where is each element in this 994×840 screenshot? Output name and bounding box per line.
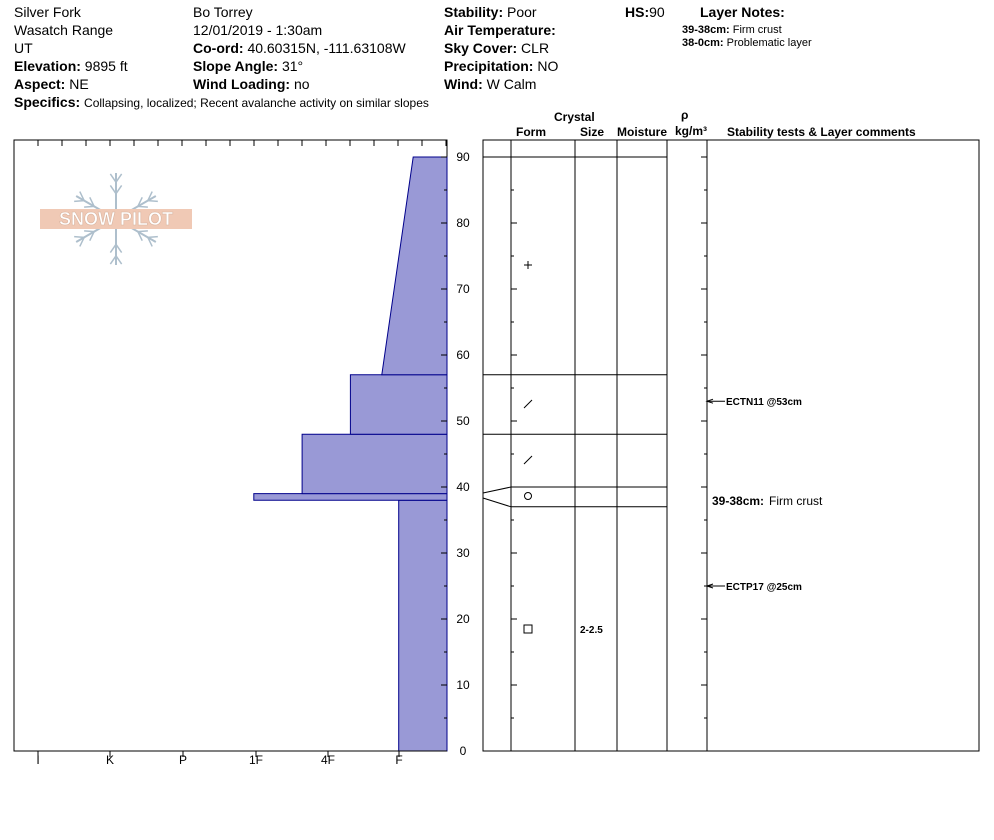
sky-value: CLR (521, 40, 550, 56)
hardness-tick-label: K (105, 753, 115, 767)
observer: Bo Torrey (193, 4, 253, 20)
snowflake-branch (138, 231, 148, 232)
stability-label: Stability: (444, 4, 504, 20)
snowflake-branch (148, 201, 158, 202)
snowflake-branch (74, 201, 84, 202)
hardness-tick-label: P (178, 753, 188, 767)
rho-header: ρ (681, 108, 689, 122)
specifics-label: Specifics: (14, 94, 81, 110)
specifics-value: Collapsing, localized; Recent avalanche activity on similar slopes (84, 96, 429, 110)
layer-comment-range: 39-38cm: (712, 494, 765, 508)
depth-tick-label: 50 (456, 414, 470, 428)
layer-note-2-range: 38-0cm: (682, 37, 724, 49)
slope-label: Slope Angle: (193, 58, 279, 74)
hardness-tick-label: 1F (248, 753, 264, 767)
stability-value: Poor (507, 4, 537, 20)
precip-value: NO (537, 58, 559, 74)
hardness-bar-3 (350, 375, 447, 434)
moisture-header: Moisture (617, 125, 668, 139)
form-symbol (524, 456, 532, 464)
layer-note-1-text: Firm crust (732, 24, 782, 36)
stability-test-label: ECTN11 @53cm (726, 397, 802, 409)
depth-tick-label: 90 (456, 150, 470, 164)
stability-test-label: ECTP17 @25cm (726, 582, 802, 593)
snowflake-branch (84, 206, 94, 207)
depth-tick-label: 40 (456, 480, 470, 494)
aspect-value: NE (69, 76, 89, 92)
layer-notes-title: Layer Notes: (700, 4, 785, 20)
layer-table-frame (483, 140, 979, 751)
depth-tick-label: 0 (459, 744, 467, 758)
hardness-bar-4 (382, 157, 447, 375)
layer-note-2-text: Problematic layer (726, 37, 812, 49)
depth-tick-label: 80 (456, 216, 470, 230)
snowflake-branch (138, 206, 148, 207)
hardness-bar-2 (302, 434, 447, 493)
snowflake-branch (148, 237, 158, 238)
snowflake-branch (74, 237, 84, 238)
aspect-label: Aspect: (14, 76, 66, 92)
air-temp-label: Air Temperature: (444, 22, 556, 38)
elevation-label: Elevation: (14, 58, 81, 74)
precip-label: Precipitation: (444, 58, 534, 74)
state: UT (14, 40, 33, 56)
density-unit-header: kg/m³ (675, 124, 708, 138)
wind-label: Wind: (444, 76, 483, 92)
hardness-bar-1 (254, 494, 447, 501)
form-header: Form (516, 125, 546, 139)
depth-tick-label: 20 (456, 612, 470, 626)
sky-label: Sky Cover: (444, 40, 518, 56)
hs-value: 90 (649, 4, 665, 20)
depth-tick-label: 70 (456, 282, 470, 296)
coord-value: 40.60315N, -111.63108W (247, 40, 406, 56)
slope-value: 31° (281, 58, 304, 74)
wind-loading-label: Wind Loading: (193, 76, 291, 92)
stability-tests-header: Stability tests & Layer comments (727, 125, 916, 139)
hardness-tick-label: 4F (320, 753, 336, 767)
layer-comment-text: Firm crust (769, 494, 823, 508)
hardness-tick-label: I (36, 753, 40, 767)
elevation-value: 9895 ft (84, 58, 128, 74)
size-header: Size (580, 125, 605, 139)
wind-loading-value: no (293, 76, 310, 92)
wind-value: W Calm (486, 76, 537, 92)
datetime: 12/01/2019 - 1:30am (193, 22, 323, 38)
depth-tick-label: 30 (456, 546, 470, 560)
range: Wasatch Range (14, 22, 114, 38)
form-symbol (524, 400, 532, 408)
coord-label: Co-ord: (193, 40, 244, 56)
location: Silver Fork (14, 4, 81, 20)
crystal-size: 2-2.5 (580, 625, 603, 636)
hs-label: HS: (625, 4, 650, 20)
hardness-tick-label: F (395, 753, 403, 767)
layer-note-1-range: 39-38cm: (682, 24, 730, 36)
form-symbol (525, 493, 532, 500)
snowflake-branch (84, 231, 94, 232)
logo-text: SNOW PILOT (59, 209, 173, 229)
form-symbol (524, 625, 532, 633)
crystal-header: Crystal (554, 110, 595, 124)
depth-tick-label: 10 (456, 678, 470, 692)
depth-tick-label: 60 (456, 348, 470, 362)
hardness-bar-0 (399, 500, 447, 751)
